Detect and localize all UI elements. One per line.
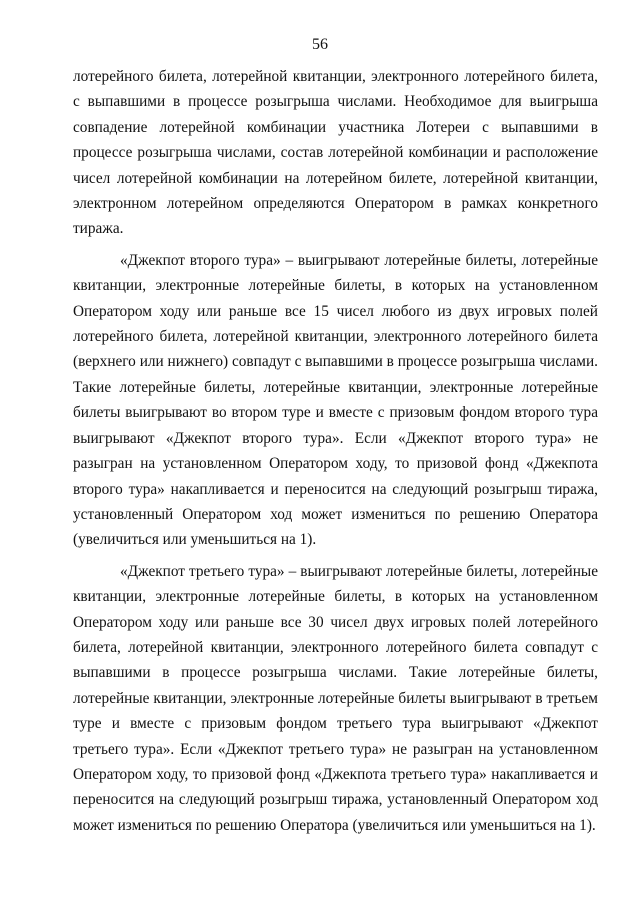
paragraph-third-round-jackpot: «Джекпот третьего тура» – выигрывают лотерейные билеты, лотерейные квитанции, электронные лотерейные билеты, в которых на установленном Оператором ходу или раньше все 30 чисел двух игровых полей лотерейного билета, лотерейной квитанции, электронного лотерейного билета совпадут с выпавшими в процессе розыгрыша числами. Такие лотерейные билеты, лотерейные квитанции, электронные лотерейные билеты выигрывают в третьем туре и вместе с призовым фондом третьего тура выигрывают «Джекпот третьего тура». Если «Джекпот третьего тура» не разыгран на установленном Оператором ходу, то призовой фонд «Джекпота третьего тура» накапливается и переносится на следующий розыгрыш тиража, установленный Оператором ход может измениться по решению Оператора (увеличиться или уменьшиться на 1). [73,562,598,834]
page-number: 56 [312,36,328,53]
paragraph-second-round-jackpot: «Джекпот второго тура» – выигрывают лотерейные билеты, лотерейные квитанции, электронные лотерейные билеты, в которых на установленном Оператором ходу или раньше все 15 чисел любого из двух игровых полей лотерейного билета, лотерейной квитанции, электронного лотерейного билета (верхнего или нижнего) совпадут с выпавшими в процессе розыгрыша числами. Такие лотерейные билеты, лотерейные квитанции, электронные лотерейные билеты выигрывают во втором туре и вместе с призовым фондом второго тура выигрывают «Джекпот второго тура». Если «Джекпот второго тура» не разыгран на установленном Оператором ходу, то призовой фонд «Джекпота второго тура» накапливается и переносится на следующий розыгрыш тиража, установленный Оператором ход может измениться по решению Оператора (увеличиться или уменьшиться на 1). [73,251,598,549]
document-body [73,64,598,844]
paragraph-continuation: лотерейного билета, лотерейной квитанции, электронного лотерейного билета, с выпавшими в процессе розыгрыша числами. Необходимое для выигрыша совпадение лотерейной комбинации участника Лотереи с выпавшими в процессе розыгрыша числами, состав лотерейной комбинации и расположение чисел лотерейной комбинации на лотерейном билете, лотерейной квитанции, электронном лотерейном определяются Оператором в рамках конкретного тиража. [73,68,598,238]
